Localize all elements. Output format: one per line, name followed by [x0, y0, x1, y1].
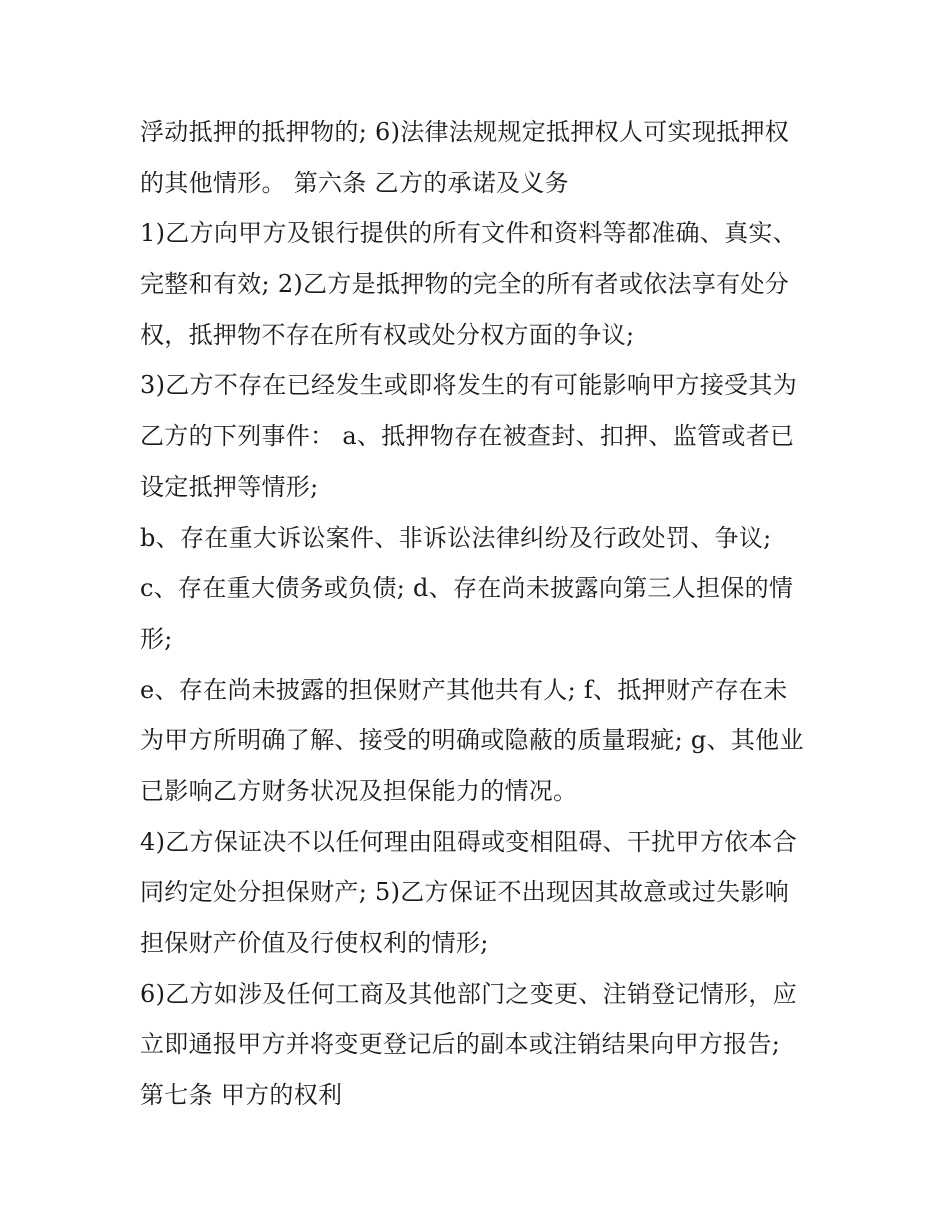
text-line: 3)乙方不存在已经发生或即将发生的有可能影响甲方接受其为 — [140, 371, 798, 400]
text-line: 为甲方所明确了解、接受的明确或隐蔽的质量瑕疵; g、其他业 — [140, 726, 804, 755]
text-line: 权，抵押物不存在所有权或处分权方面的争议; — [140, 320, 635, 349]
text-line: 完整和有效; 2)乙方是抵押物的完全的所有者或依法享有处分 — [140, 270, 790, 299]
text-line: 6)乙方如涉及任何工商及其他部门之变更、注销登记情形，应 — [140, 979, 798, 1008]
text-line: 1)乙方向甲方及银行提供的所有文件和资料等都准确、真实、 — [140, 219, 798, 248]
document-body — [140, 107, 820, 1121]
text-line: 担保财产价值及行使权利的情形; — [140, 929, 489, 957]
text-line: 已影响乙方财务状况及担保能力的情况。 — [140, 776, 578, 805]
text-line: 形; — [140, 624, 173, 653]
text-line: 的其他情形。 第六条 乙方的承诺及义务 — [140, 168, 569, 197]
text-line: b、存在重大诉讼案件、非诉讼法律纠纷及行政处罚、争议; — [140, 523, 772, 552]
text-line: 设定抵押等情形; — [140, 472, 319, 501]
text-line: 浮动抵押的抵押物的; 6)法律法规规定抵押权人可实现抵押权 — [140, 118, 790, 146]
text-line: 同约定处分担保财产; 5)乙方保证不出现因其故意或过失影响 — [140, 878, 790, 907]
section-heading: 第七条 甲方的权利 — [140, 1081, 343, 1110]
text-line: e、存在尚未披露的担保财产其他共有人; f、抵押财产存在未 — [140, 675, 788, 704]
text-line: 立即通报甲方并将变更登记后的副本或注销结果向甲方报告; — [140, 1030, 781, 1059]
text-line: 4)乙方保证决不以任何理由阻碍或变相阻碍、干扰甲方依本合 — [140, 827, 798, 856]
text-line: 乙方的下列事件： a、抵押物存在被查封、扣押、监管或者已 — [140, 422, 795, 451]
text-line: c、存在重大债务或负债; d、存在尚未披露向第三人担保的情 — [140, 574, 794, 603]
